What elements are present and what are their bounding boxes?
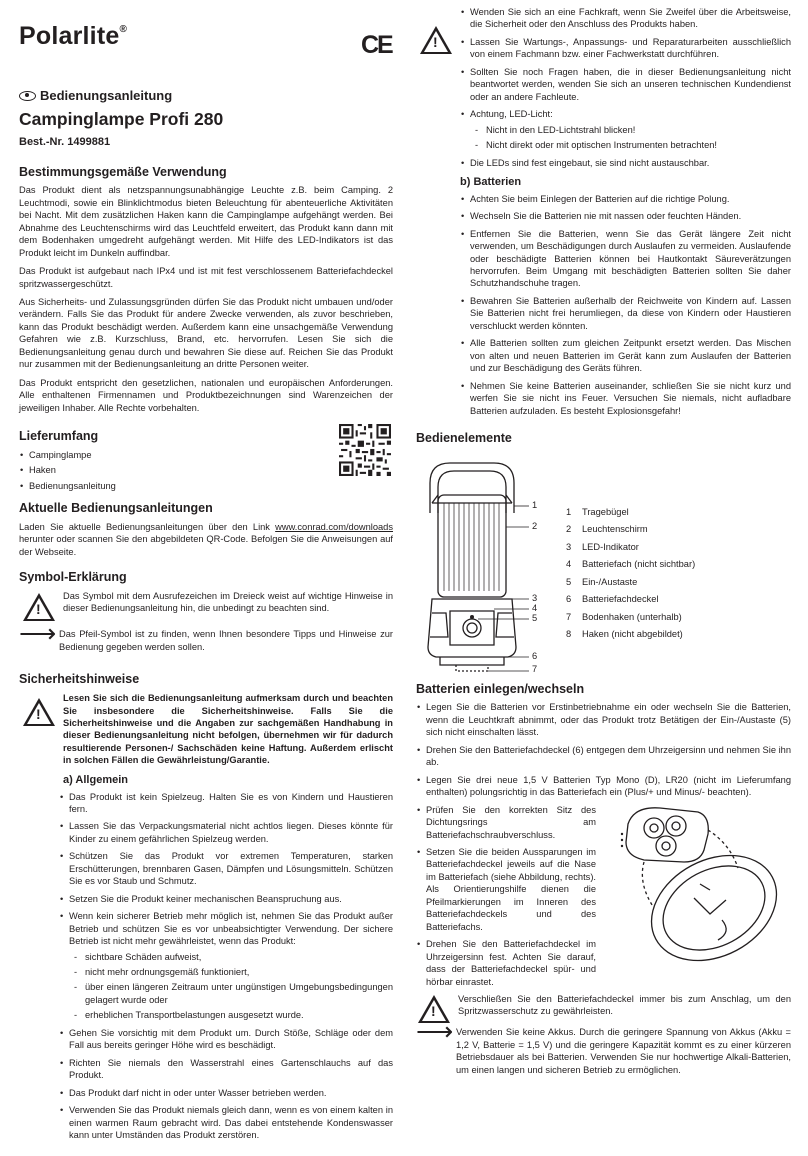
safety-item: • Lassen Sie Wartungs-, Anpassungs- und Reparaturarbeiten ausschließlich von einem Fachmann bzw. einer Fachwerkstatt durchführen.	[460, 36, 791, 61]
delivery-item: • Haken	[19, 464, 393, 476]
brand-name: Polarlite	[19, 22, 120, 50]
downloads-link[interactable]: www.conrad.com/downloads	[275, 521, 393, 532]
qr-code[interactable]	[339, 424, 391, 476]
batteries-arrow-text: Verwenden Sie keine Akkus. Durch die geringere Spannung von Akkus (Akku = 1,2 V, Batterie = 1,5 V) und die geringere Kapazität kommt es zu einer kürzeren Betriebsdauer als bei Batterien. Verwenden Sie nur hochwertige Alkali-Batterien, um einen langen und sicheren Betrieb zu ermöglichen.	[456, 1027, 791, 1075]
delivery-item: • Bedienungsanleitung	[19, 480, 393, 492]
delivery-section	[19, 428, 393, 492]
warning-icon	[420, 26, 452, 54]
led-sublist	[470, 124, 791, 152]
batteries-item: • Legen Sie drei neue 1,5 V Batterien Typ Mono (D), LR20 (nicht im Lieferumfang enthalten) polungsrichtig in das Batteriefach ein (Plus/+ und Minus/- beachten).	[416, 774, 791, 799]
batteries-arrow-row	[416, 1016, 791, 1082]
legend-item: 3 LED-Indikator	[566, 541, 639, 552]
battery-compartment-figure	[614, 804, 789, 964]
callout-1: 1	[532, 499, 538, 510]
symbol-arrow-row	[19, 618, 393, 659]
callout-5: 5	[532, 612, 538, 623]
symbol-warning-row	[19, 590, 393, 624]
general-item: • Richten Sie niemals den Wasserstrahl eines Gartenschlauchs auf das Produkt.	[59, 1057, 393, 1082]
unsafe-sublist	[69, 951, 393, 1022]
battery-safety-item: • Entfernen Sie die Batterien, wenn Sie das Gerät längere Zeit nicht verwenden, um Beschädigungen durch Auslaufen zu vermeiden. Auslaufende oder beschädigte Batterien können bei Hautkontakt Säureverätzungen hervorrufen. Beim Umgang mit beschädigten Batterien sollten Sie daher Schutzhandschuhe tragen.	[460, 228, 791, 290]
right-column	[416, 6, 791, 1082]
unsafe-subitem: - sichtbare Schäden aufweist,	[69, 951, 393, 963]
general-item: • Wenn kein sicherer Betrieb mehr möglich ist, nehmen Sie das Produkt außer Betrieb und schützen Sie es vor unbeabsichtigter Verwendung. Der sichere Betrieb ist nicht mehr gewährleistet, wenn das Produkt: - sichtbare Schäden aufweist, - nicht mehr ordnungsgemäß funktioniert, - über einen längeren Zeitraum unter ungünstigen Umgebungsbedingungen gelagert wurde oder - erheblichen Transportbelastungen ausgesetzt wurde.	[59, 910, 393, 1022]
general-item: • Lassen Sie das Verpackungsmaterial nicht achtlos liegen. Dieses könnte für Kinder zu einem gefährlichen Spielzeug werden.	[59, 820, 393, 845]
general-item: • Gehen Sie vorsichtig mit dem Produkt um. Durch Stöße, Schläge oder dem Fall aus bereits geringer Höhe wird es beschädigt.	[59, 1027, 393, 1052]
brand-registered: ®	[119, 24, 128, 35]
batteries-heading: Batterien einlegen/wechseln	[416, 681, 585, 696]
doc-type-label: Bedienungsanleitung	[40, 88, 173, 103]
battery-safety-item: • Achten Sie beim Einlegen der Batterien auf die richtige Polung.	[460, 193, 791, 205]
brand-logo	[19, 20, 127, 54]
controls-heading: Bedienelemente	[416, 430, 512, 445]
led-subitem: - Nicht in den LED-Lichtstrahl blicken!	[470, 124, 791, 136]
safety-continued	[416, 6, 791, 422]
eye-icon	[19, 91, 36, 101]
general-item: • Schützen Sie das Produkt vor extremen Temperaturen, starken Erschütterungen, brennbaren Gasen, Dämpfen und Lösungsmitteln. Schützen Sie es vor Staub und Schmutz.	[59, 850, 393, 887]
led-subitem: - Nicht direkt oder mit optischen Instrumenten betrachten!	[470, 139, 791, 151]
batteries-warning-row	[416, 993, 791, 1026]
intended-use-heading: Bestimmungsgemäße Verwendung	[19, 164, 227, 179]
intended-p3: Aus Sicherheits- und Zulassungsgründen dürfen Sie das Produkt nicht umbauen und/oder verändern. Falls Sie das Produkt für andere Zwecke verwenden, als zuvor beschrieben, kann das Produkt beschädigt werden. Außerdem kann eine unsachgemäße Verwendung Gefahren wie z.B. Kurzschluss, Brand, etc. hervorrufen. Lesen Sie sich die Bedienungsanleitung genau durch und bewahren Sie diese auf. Reichen Sie das Produkt nur zusammen mit der Bedienungsanleitung an dritte Personen weiter.	[19, 296, 393, 370]
legend-item: 2 Leuchtenschirm	[566, 524, 648, 535]
batteries-side-list	[416, 804, 596, 988]
safety-heading: Sicherheitshinweise	[19, 672, 140, 687]
general-item: • Das Produkt ist kein Spielzeug. Halten Sie es von Kindern und Haustieren fern.	[59, 791, 393, 816]
safety-item: • Wenden Sie sich an eine Fachkraft, wenn Sie Zweifel über die Arbeitsweise, die Sicherheit oder den Anschluss des Produkts haben.	[460, 6, 791, 31]
symbol-warning-text: Das Symbol mit dem Ausrufezeichen im Dreieck weist auf wichtige Hinweise in dieser Bedienungsanleitung hin, die unbedingt zu beachten sind.	[63, 591, 393, 614]
header	[19, 0, 393, 60]
safety-item: • Sollten Sie noch Fragen haben, die in dieser Bedienungsanleitung nicht beantwortet werden, wenden Sie sich an unseren technischen Kundendienst oder an andere Fachleute.	[460, 66, 791, 103]
safety-right-list	[460, 6, 791, 169]
ce-mark: CE	[361, 31, 392, 59]
callout-7: 7	[532, 663, 538, 674]
safety-item: • Die LEDs sind fest eingebaut, sie sind nicht austauschbar.	[460, 157, 791, 169]
legend-item: 5 Ein-/Austaste	[566, 576, 638, 587]
callout-6: 6	[532, 650, 538, 661]
doc-title: Campinglampe Profi 280	[19, 109, 224, 130]
general-item: • Das Produkt darf nicht in oder unter Wasser betrieben werden.	[59, 1087, 393, 1099]
doc-type	[19, 87, 393, 104]
warning-icon	[418, 995, 450, 1023]
controls-section	[416, 451, 791, 677]
warning-icon	[23, 698, 55, 726]
left-column	[19, 0, 393, 1146]
intended-p4: Das Produkt entspricht den gesetzlichen, nationalen und europäischen Anforderungen. Alle enthaltenen Firmennamen und Produktbezeichnungen sind Warenzeichen der jeweiligen Inhaber. Alle Rechte vorbehalten.	[19, 377, 393, 413]
batteries-item: • Drehen Sie den Batteriefachdeckel (6) entgegen dem Uhrzeigersinn und nehmen Sie ihn ab.	[416, 744, 791, 769]
battery-safety-item: • Alle Batterien sollten zum gleichen Zeitpunkt ersetzt werden. Das Mischen von alten und neuen Batterien im Gerät kann zum Auslaufen der Batterien und zur Beschädigung des Geräts führen.	[460, 337, 791, 374]
legend-item: 4 Batteriefach (nicht sichtbar)	[566, 559, 696, 570]
batteries-side-item: • Prüfen Sie den korrekten Sitz des Dichtungsrings am Batteriefachschraubverschluss.	[416, 804, 596, 841]
unsafe-subitem: - erheblichen Transportbelastungen ausgesetzt wurde.	[69, 1009, 393, 1021]
batteries-warning-text: Verschließen Sie den Batteriefachdeckel immer bis zum Anschlag, um den Spritzwasserschutz zu gewährleisten.	[458, 993, 791, 1017]
safety-intro-row	[19, 692, 393, 790]
legend-item: 7 Bodenhaken (unterhalb)	[566, 611, 682, 622]
manuals-heading: Aktuelle Bedienungsanleitungen	[19, 501, 213, 516]
safety-intro: Lesen Sie sich die Bedienungsanleitung aufmerksam durch und beachten Sie insbesondere die Sicherheitshinweise. Falls Sie die Sicherheitshinweise und die Angaben zur sachgemäßen Handhabung in dieser Bedienungsanleitung nicht befolgen, übernehmen wir für dadurch resultierende Personen-/ Sachschäden keine Haftung. Außerdem erlischt in solchen Fällen die Gewährleistung/Garantie.	[63, 693, 393, 766]
order-number: Best.-Nr. 1499881	[19, 135, 111, 148]
arrow-icon: ⟶	[19, 618, 57, 649]
symbols-heading: Symbol-Erklärung	[19, 570, 127, 585]
battery-safety-item: • Wechseln Sie die Batterien nie mit nassen oder feuchten Händen.	[460, 210, 791, 222]
legend-item: 8 Haken (nicht abgebildet)	[566, 629, 683, 640]
unsafe-subitem: - nicht mehr ordnungsgemäß funktioniert,	[69, 966, 393, 978]
batteries-side-section	[416, 804, 791, 988]
general-item: • Verwenden Sie das Produkt niemals gleich dann, wenn es von einem kalten in einen warmen Raum gebracht wird. Das dabei entstehende Kondenswasser kann unter Umständen das Produkt zerstören.	[59, 1104, 393, 1141]
delivery-heading: Lieferumfang	[19, 429, 99, 444]
batteries-side-item: • Setzen Sie die beiden Aussparungen im Batteriefachdeckel jeweils auf die Nase im Batteriefach (siehe Abbildung, rechts). Als Orientierungshilfe dienen die Pfeilmarkierungen im Inneren des Batteriefachdeckels und des Batteriefachs.	[416, 846, 596, 933]
safety-item: • Achtung, LED-Licht: - Nicht in den LED-Lichtstrahl blicken! - Nicht direkt oder mit optischen Instrumenten betrachten!	[460, 108, 791, 151]
legend-item: 1 Tragebügel	[566, 506, 629, 517]
intended-p2: Das Produkt ist aufgebaut nach IPx4 und ist mit fest verschlossenem Batteriefachdeckel spritzwassergeschützt.	[19, 266, 393, 289]
intended-p1: Das Produkt dient als netzspannungsunabhängige Leuchte z.B. beim Camping. 2 Leuchtmodi, sowie ein Blinklichtmodus bieten Beleuchtung für abenteuerliche Aktivitäten bei Nacht. Mit dem zusätzlichen Haken kann die Campinglampe aufgehängt werden. Bei Abnahme des Leuchtenschirms wird das Leuchtfeld erweitert, das Produkt kann dann mit dem Bodenhaken umgedreht aufgehängt werden. Mit Hilfe des LED-Indikators ist das Produkt leicht im Dunkeln auffindbar.	[19, 185, 393, 258]
controls-legend	[566, 504, 695, 644]
batteries-side-item: • Drehen Sie den Batteriefachdeckel im Uhrzeigersinn fest. Achten Sie darauf, dass der Batteriefachdeckel spür- und hörbar einrastet.	[416, 938, 596, 988]
callout-3: 3	[532, 592, 538, 603]
callout-lines	[416, 451, 546, 673]
delivery-list	[19, 449, 393, 492]
symbol-arrow-text: Das Pfeil-Symbol ist zu finden, wenn Ihnen besondere Tipps und Hinweise zur Bedienung gegeben werden sollen.	[59, 629, 393, 652]
legend-item: 6 Batteriefachdeckel	[566, 594, 659, 605]
warning-icon	[23, 593, 55, 621]
battery-safety-item: • Nehmen Sie keine Batterien auseinander, schließen Sie sie nicht kurz und werfen Sie sie nicht ins Feuer. Versuchen Sie niemals, nicht aufladbare Batterien aufzuladen. Es besteht Explosionsgefahr!	[460, 380, 791, 417]
batteries-item: • Legen Sie die Batterien vor Erstinbetriebnahme ein oder wechseln Sie die Batterien, wenn die Leuchtkraft abnimmt, oder das Produkt trotz Betätigen der Ein-/Austaste (5) sich nicht einschalten lässt.	[416, 701, 791, 738]
general-list	[59, 791, 393, 1142]
arrow-icon: ⟶	[416, 1016, 454, 1047]
unsafe-subitem: - über einen längeren Zeitraum unter ungünstigen Umgebungsbedingungen gelagert wurde oder	[69, 981, 393, 1006]
batteries-list	[416, 701, 791, 798]
callout-2: 2	[532, 520, 538, 531]
battery-safety-list	[460, 193, 791, 417]
delivery-item: • Campinglampe	[19, 449, 393, 461]
manuals-text: Laden Sie aktuelle Bedienungsanleitungen über den Link www.conrad.com/downloads herunter oder scannen Sie den abgebildeten QR-Code. Befolgen Sie die Anweisungen auf der Webseite.	[19, 521, 393, 557]
battery-safety-item: • Bewahren Sie Batterien außerhalb der Reichweite von Kindern auf. Lassen Sie Batterien nicht frei herumliegen, da diese von Kindern oder Haustieren verschluckt werden könnten.	[460, 295, 791, 332]
general-item: • Setzen Sie die Produkt keiner mechanischen Beanspruchung aus.	[59, 893, 393, 905]
general-heading: a) Allgemein	[63, 773, 128, 786]
battery-heading: b) Batterien	[460, 175, 522, 188]
callout-4: 4	[532, 602, 538, 613]
